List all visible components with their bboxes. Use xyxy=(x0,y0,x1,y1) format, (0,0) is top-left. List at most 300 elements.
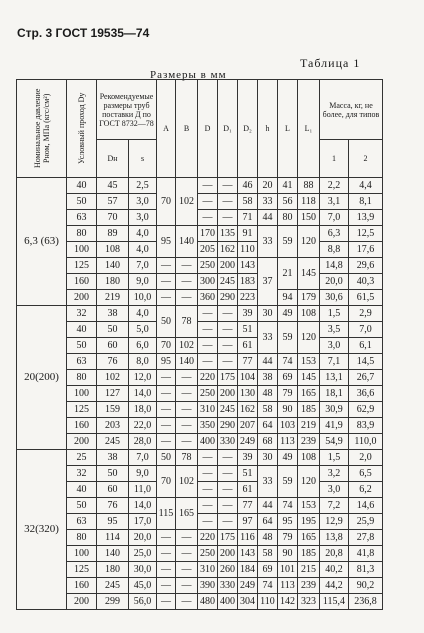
cell-dy: 200 xyxy=(67,594,97,610)
cell-D2: 61 xyxy=(238,338,258,354)
cell-D: 310 xyxy=(198,562,218,578)
cell-h: 68 xyxy=(258,434,278,450)
cell-D1: 135 xyxy=(218,226,238,242)
cell-L: 59 xyxy=(278,466,298,498)
cell-D: — xyxy=(198,194,218,210)
cell-D: — xyxy=(198,482,218,498)
cell-D1: 200 xyxy=(218,386,238,402)
table-row xyxy=(17,402,383,418)
cell-dy: 40 xyxy=(67,178,97,194)
cell-L: 74 xyxy=(278,354,298,370)
cell-D: 310 xyxy=(198,402,218,418)
cell-D: — xyxy=(198,178,218,194)
cell-dn: 38 xyxy=(97,306,129,322)
cell-D2: 223 xyxy=(238,290,258,306)
cell-D: — xyxy=(198,322,218,338)
cell-s: 2,5 xyxy=(129,178,157,194)
cell-mass2: 40,3 xyxy=(349,274,383,290)
cell-mass2: 13,9 xyxy=(349,210,383,226)
cell-mass1: 8,8 xyxy=(320,242,349,258)
cell-h: 30 xyxy=(258,450,278,466)
cell-h: 33 xyxy=(258,322,278,354)
page-header: Стр. 3 ГОСТ 19535—74 xyxy=(17,26,150,40)
cell-B: — xyxy=(176,370,198,386)
cell-A: — xyxy=(157,370,176,386)
cell-h: 44 xyxy=(258,498,278,514)
cell-dn: 108 xyxy=(97,242,129,258)
cell-mass2: 6,1 xyxy=(349,338,383,354)
cell-h: 20 xyxy=(258,178,278,194)
cell-dy: 160 xyxy=(67,274,97,290)
cell-D2: 97 xyxy=(238,514,258,530)
table-row xyxy=(17,546,383,562)
cell-dn: 70 xyxy=(97,210,129,226)
table-row xyxy=(17,482,383,498)
table-row xyxy=(17,290,383,306)
cell-mass1: 44,2 xyxy=(320,578,349,594)
cell-mass1: 30,6 xyxy=(320,290,349,306)
cell-mass1: 40,2 xyxy=(320,562,349,578)
cell-dy: 63 xyxy=(67,514,97,530)
cell-s: 10,0 xyxy=(129,290,157,306)
cell-D1: 290 xyxy=(218,418,238,434)
cell-D2: 130 xyxy=(238,386,258,402)
cell-s: 17,0 xyxy=(129,514,157,530)
cell-L: 142 xyxy=(278,594,298,610)
cell-s: 3,0 xyxy=(129,210,157,226)
cell-dn: 60 xyxy=(97,338,129,354)
cell-L: 79 xyxy=(278,386,298,402)
cell-D2: 249 xyxy=(238,578,258,594)
cell-B: — xyxy=(176,402,198,418)
cell-mass2: 83,9 xyxy=(349,418,383,434)
cell-dn: 50 xyxy=(97,466,129,482)
cell-dn: 89 xyxy=(97,226,129,242)
cell-dy: 100 xyxy=(67,546,97,562)
cell-L1: 88 xyxy=(298,178,320,194)
col-mass: Масса, кг, не более, для типов xyxy=(320,80,383,140)
dimensions-title: Размеры в мм xyxy=(150,69,227,81)
cell-B: — xyxy=(176,418,198,434)
cell-D1: 260 xyxy=(218,562,238,578)
table-row xyxy=(17,594,383,610)
col-D1: D₁ xyxy=(218,80,238,178)
cell-h: 58 xyxy=(258,546,278,562)
cell-D: — xyxy=(198,210,218,226)
cell-D1: — xyxy=(218,498,238,514)
table-row xyxy=(17,386,383,402)
cell-L: 113 xyxy=(278,578,298,594)
cell-L1: 108 xyxy=(298,306,320,322)
pressure-cell: 32(320) xyxy=(17,450,67,610)
cell-dy: 125 xyxy=(67,402,97,418)
cell-mass2: 110,0 xyxy=(349,434,383,450)
cell-L: 49 xyxy=(278,306,298,322)
col-D2: D₂ xyxy=(238,80,258,178)
cell-L: 90 xyxy=(278,546,298,562)
cell-h: 44 xyxy=(258,210,278,226)
cell-B: — xyxy=(176,434,198,450)
cell-h: 33 xyxy=(258,466,278,498)
cell-D: 300 xyxy=(198,274,218,290)
cell-dn: 57 xyxy=(97,194,129,210)
cell-A: — xyxy=(157,434,176,450)
cell-D1: 245 xyxy=(218,402,238,418)
table-row xyxy=(17,450,383,466)
cell-L: 21 xyxy=(278,258,298,290)
cell-D2: 77 xyxy=(238,354,258,370)
cell-h: 33 xyxy=(258,226,278,258)
cell-D: — xyxy=(198,306,218,322)
cell-dn: 114 xyxy=(97,530,129,546)
cell-mass1: 6,3 xyxy=(320,226,349,242)
cell-h: 58 xyxy=(258,402,278,418)
cell-s: 25,0 xyxy=(129,546,157,562)
cell-mass1: 1,5 xyxy=(320,450,349,466)
cell-mass1: 3,0 xyxy=(320,482,349,498)
cell-D: 480 xyxy=(198,594,218,610)
cell-A: — xyxy=(157,386,176,402)
pressure-cell: 20(200) xyxy=(17,306,67,450)
cell-mass1: 7,1 xyxy=(320,354,349,370)
cell-D2: 143 xyxy=(238,258,258,274)
cell-dy: 50 xyxy=(67,338,97,354)
cell-D1: 245 xyxy=(218,274,238,290)
cell-D: — xyxy=(198,450,218,466)
cell-B: — xyxy=(176,290,198,306)
cell-D2: 51 xyxy=(238,322,258,338)
cell-dy: 80 xyxy=(67,370,97,386)
cell-B: — xyxy=(176,386,198,402)
cell-dn: 180 xyxy=(97,562,129,578)
cell-h: 69 xyxy=(258,562,278,578)
table-row xyxy=(17,194,383,210)
cell-mass2: 36,6 xyxy=(349,386,383,402)
cell-D1: 200 xyxy=(218,546,238,562)
cell-D: — xyxy=(198,498,218,514)
cell-dn: 76 xyxy=(97,498,129,514)
cell-A: — xyxy=(157,418,176,434)
cell-D: — xyxy=(198,514,218,530)
table-row xyxy=(17,370,383,386)
cell-D1: — xyxy=(218,514,238,530)
cell-B: 165 xyxy=(176,498,198,530)
cell-D2: 304 xyxy=(238,594,258,610)
cell-D: 170 xyxy=(198,226,218,242)
col-B: B xyxy=(176,80,198,178)
cell-h: 64 xyxy=(258,514,278,530)
cell-A: — xyxy=(157,562,176,578)
cell-dy: 32 xyxy=(67,466,97,482)
cell-dy: 80 xyxy=(67,226,97,242)
cell-dy: 50 xyxy=(67,194,97,210)
cell-L1: 165 xyxy=(298,386,320,402)
cell-mass1: 12,9 xyxy=(320,514,349,530)
cell-D2: 207 xyxy=(238,418,258,434)
cell-D1: — xyxy=(218,338,238,354)
cell-D: 205 xyxy=(198,242,218,258)
cell-L1: 145 xyxy=(298,370,320,386)
cell-L1: 239 xyxy=(298,434,320,450)
cell-dy: 200 xyxy=(67,290,97,306)
cell-L1: 179 xyxy=(298,290,320,306)
cell-mass2: 14,5 xyxy=(349,354,383,370)
cell-L: 49 xyxy=(278,450,298,466)
cell-D2: 39 xyxy=(238,450,258,466)
cell-A: 70 xyxy=(157,178,176,226)
cell-s: 45,0 xyxy=(129,578,157,594)
cell-dn: 159 xyxy=(97,402,129,418)
cell-dy: 80 xyxy=(67,530,97,546)
cell-L: 95 xyxy=(278,514,298,530)
cell-D: 250 xyxy=(198,258,218,274)
cell-A: 50 xyxy=(157,306,176,338)
cell-mass1: 30,9 xyxy=(320,402,349,418)
cell-L: 69 xyxy=(278,370,298,386)
cell-L1: 323 xyxy=(298,594,320,610)
cell-h: 48 xyxy=(258,386,278,402)
cell-dn: 219 xyxy=(97,290,129,306)
cell-A: 95 xyxy=(157,226,176,258)
cell-D1: 200 xyxy=(218,258,238,274)
cell-L1: 195 xyxy=(298,514,320,530)
cell-D1: 290 xyxy=(218,290,238,306)
cell-dy: 160 xyxy=(67,418,97,434)
cell-s: 22,0 xyxy=(129,418,157,434)
table-row xyxy=(17,226,383,242)
cell-mass2: 6,2 xyxy=(349,482,383,498)
cell-D: 350 xyxy=(198,418,218,434)
table-row xyxy=(17,338,383,354)
cell-L: 113 xyxy=(278,434,298,450)
cell-s: 6,0 xyxy=(129,338,157,354)
cell-dy: 100 xyxy=(67,242,97,258)
cell-dy: 32 xyxy=(67,306,97,322)
cell-D1: — xyxy=(218,194,238,210)
cell-D2: 116 xyxy=(238,530,258,546)
cell-D1: 162 xyxy=(218,242,238,258)
cell-D2: 58 xyxy=(238,194,258,210)
cell-L1: 239 xyxy=(298,578,320,594)
cell-h: 30 xyxy=(258,306,278,322)
cell-h: 33 xyxy=(258,194,278,210)
table-row xyxy=(17,274,383,290)
cell-L1: 108 xyxy=(298,450,320,466)
cell-dn: 38 xyxy=(97,450,129,466)
cell-mass2: 7,0 xyxy=(349,322,383,338)
cell-L: 56 xyxy=(278,194,298,210)
cell-L: 79 xyxy=(278,530,298,546)
table-row xyxy=(17,578,383,594)
cell-B: 140 xyxy=(176,226,198,258)
cell-L1: 145 xyxy=(298,258,320,290)
table-row xyxy=(17,418,383,434)
cell-mass2: 14,6 xyxy=(349,498,383,514)
cell-h: 110 xyxy=(258,594,278,610)
cell-mass1: 54,9 xyxy=(320,434,349,450)
cell-L: 103 xyxy=(278,418,298,434)
cell-L1: 215 xyxy=(298,562,320,578)
col-s: s xyxy=(129,140,157,178)
cell-D2: 61 xyxy=(238,482,258,498)
dimensions-table xyxy=(16,79,383,610)
cell-D2: 143 xyxy=(238,546,258,562)
table-row xyxy=(17,242,383,258)
cell-mass1: 2,2 xyxy=(320,178,349,194)
table-row xyxy=(17,434,383,450)
cell-A: — xyxy=(157,578,176,594)
cell-L: 59 xyxy=(278,322,298,354)
cell-dy: 25 xyxy=(67,450,97,466)
cell-A: 95 xyxy=(157,354,176,370)
cell-L1: 153 xyxy=(298,354,320,370)
cell-B: 78 xyxy=(176,306,198,338)
cell-L1: 118 xyxy=(298,194,320,210)
cell-mass2: 41,8 xyxy=(349,546,383,562)
cell-L: 94 xyxy=(278,290,298,306)
cell-s: 3,0 xyxy=(129,194,157,210)
cell-B: — xyxy=(176,274,198,290)
cell-B: — xyxy=(176,562,198,578)
table-row xyxy=(17,498,383,514)
cell-dn: 76 xyxy=(97,354,129,370)
col-type1: 1 xyxy=(320,140,349,178)
table-row xyxy=(17,306,383,322)
cell-dy: 40 xyxy=(67,482,97,498)
cell-A: — xyxy=(157,530,176,546)
cell-D2: 183 xyxy=(238,274,258,290)
cell-B: — xyxy=(176,258,198,274)
cell-dn: 60 xyxy=(97,482,129,498)
cell-D: 220 xyxy=(198,370,218,386)
col-L1: L₁ xyxy=(298,80,320,178)
cell-B: 102 xyxy=(176,466,198,498)
col-A: A xyxy=(157,80,176,178)
cell-mass1: 20,0 xyxy=(320,274,349,290)
cell-mass2: 6,5 xyxy=(349,466,383,482)
cell-L1: 219 xyxy=(298,418,320,434)
cell-L: 59 xyxy=(278,226,298,258)
cell-D2: 110 xyxy=(238,242,258,258)
table-row xyxy=(17,466,383,482)
cell-D2: 71 xyxy=(238,210,258,226)
cell-mass1: 18,1 xyxy=(320,386,349,402)
cell-D: 220 xyxy=(198,530,218,546)
cell-D2: 51 xyxy=(238,466,258,482)
table-label: Таблица 1 xyxy=(300,56,361,70)
cell-D2: 46 xyxy=(238,178,258,194)
table-row xyxy=(17,354,383,370)
cell-s: 8,0 xyxy=(129,354,157,370)
cell-mass2: 27,8 xyxy=(349,530,383,546)
cell-D1: — xyxy=(218,354,238,370)
cell-D2: 184 xyxy=(238,562,258,578)
cell-mass2: 236,8 xyxy=(349,594,383,610)
col-h: h xyxy=(258,80,278,178)
cell-L1: 150 xyxy=(298,210,320,226)
cell-mass1: 1,5 xyxy=(320,306,349,322)
cell-dy: 100 xyxy=(67,386,97,402)
cell-mass2: 90,2 xyxy=(349,578,383,594)
cell-D1: — xyxy=(218,482,238,498)
cell-L1: 185 xyxy=(298,546,320,562)
cell-D2: 77 xyxy=(238,498,258,514)
col-L: L xyxy=(278,80,298,178)
cell-A: — xyxy=(157,594,176,610)
cell-s: 14,0 xyxy=(129,386,157,402)
table-row xyxy=(17,258,383,274)
cell-dn: 127 xyxy=(97,386,129,402)
cell-D2: 249 xyxy=(238,434,258,450)
cell-mass2: 2,9 xyxy=(349,306,383,322)
cell-L1: 120 xyxy=(298,466,320,498)
cell-s: 7,0 xyxy=(129,258,157,274)
cell-s: 56,0 xyxy=(129,594,157,610)
cell-dy: 160 xyxy=(67,578,97,594)
cell-B: 102 xyxy=(176,178,198,226)
cell-D1: 400 xyxy=(218,594,238,610)
table-row xyxy=(17,530,383,546)
cell-mass2: 4,4 xyxy=(349,178,383,194)
cell-L1: 185 xyxy=(298,402,320,418)
cell-s: 11,0 xyxy=(129,482,157,498)
cell-B: — xyxy=(176,578,198,594)
cell-D1: 330 xyxy=(218,434,238,450)
cell-dy: 63 xyxy=(67,354,97,370)
table-row xyxy=(17,562,383,578)
cell-dy: 50 xyxy=(67,498,97,514)
table-row xyxy=(17,322,383,338)
cell-s: 18,0 xyxy=(129,402,157,418)
cell-mass1: 7,0 xyxy=(320,210,349,226)
cell-B: 102 xyxy=(176,338,198,354)
cell-h: 64 xyxy=(258,418,278,434)
cell-mass1: 3,1 xyxy=(320,194,349,210)
cell-L: 41 xyxy=(278,178,298,194)
cell-B: — xyxy=(176,594,198,610)
cell-s: 9,0 xyxy=(129,274,157,290)
cell-h: 74 xyxy=(258,578,278,594)
cell-s: 9,0 xyxy=(129,466,157,482)
cell-B: — xyxy=(176,546,198,562)
cell-L: 80 xyxy=(278,210,298,226)
cell-D: 250 xyxy=(198,546,218,562)
cell-mass1: 41,9 xyxy=(320,418,349,434)
cell-A: — xyxy=(157,274,176,290)
col-pn: Номинальное давление Pном, МПа (кгс/см²) xyxy=(17,80,67,178)
cell-L1: 165 xyxy=(298,530,320,546)
cell-mass2: 29,6 xyxy=(349,258,383,274)
cell-mass1: 3,0 xyxy=(320,338,349,354)
cell-A: 70 xyxy=(157,338,176,354)
cell-s: 4,0 xyxy=(129,306,157,322)
cell-dn: 50 xyxy=(97,322,129,338)
cell-A: — xyxy=(157,546,176,562)
cell-D2: 91 xyxy=(238,226,258,242)
cell-h: 37 xyxy=(258,258,278,306)
table-row xyxy=(17,514,383,530)
cell-h: 38 xyxy=(258,370,278,386)
cell-D1: — xyxy=(218,306,238,322)
cell-L1: 153 xyxy=(298,498,320,514)
cell-dn: 299 xyxy=(97,594,129,610)
col-type2: 2 xyxy=(349,140,383,178)
cell-dn: 140 xyxy=(97,546,129,562)
cell-dn: 45 xyxy=(97,178,129,194)
cell-mass1: 14,8 xyxy=(320,258,349,274)
cell-s: 14,0 xyxy=(129,498,157,514)
cell-dn: 140 xyxy=(97,258,129,274)
